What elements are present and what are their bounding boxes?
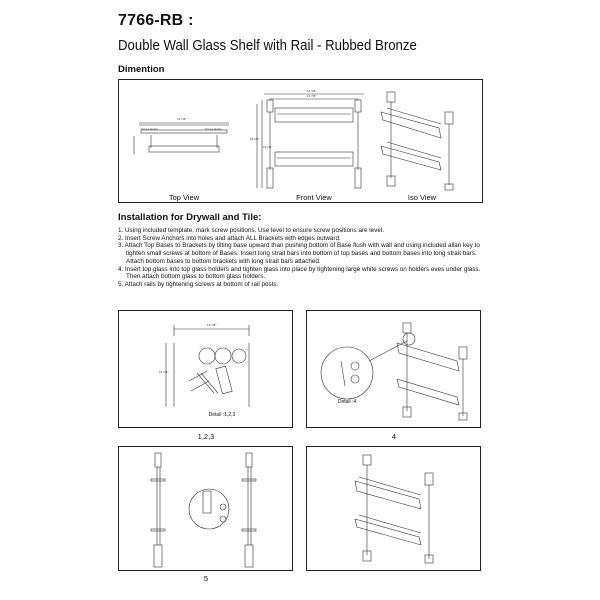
panel-label-4: 4 bbox=[391, 432, 397, 441]
installation-step: 5. Attach rails by tightening screws at bottom of rail posts. bbox=[118, 280, 279, 288]
product-title: Double Wall Glass Shelf with Rail - Rubbed Bronze bbox=[118, 37, 417, 54]
svg-text:Screw Holes: Screw Holes bbox=[141, 127, 158, 131]
installation-step: 4. Insert top glass into top glass holders and tighten glass into place by tightening large white screws on holders eves under glass. Then attach bottom glass to bottom glass holders. bbox=[118, 265, 481, 281]
iso-view-caption: Iso View bbox=[407, 193, 437, 202]
panel-step-4 bbox=[306, 310, 481, 428]
front-view-caption: Front View bbox=[296, 193, 332, 202]
installation-step: 2. Insert Screw Anchors into holes and attach ALL Brackets with edges outward. bbox=[118, 234, 341, 242]
installation-step: 3. Attach Top Bases to Brackets by tilting base upward than pushing bottom of Base flush with wall and using included allan key to tighten small screws at bottom of Bases. Insert long strait bars into bottom of top bases and bottom bases into long strait bars. Attach bottom bases to bottom brackets with long strait bars attached. bbox=[118, 242, 480, 265]
step5-drawing bbox=[119, 447, 294, 572]
svg-text:13 7/8": 13 7/8" bbox=[207, 323, 217, 327]
installation-step: 1. Using included template, mark screw positions. Use level to ensure screw positions are level. bbox=[118, 227, 384, 234]
svg-text:15 1/8": 15 1/8" bbox=[159, 370, 169, 374]
panel-label-123: 1,2,3 bbox=[197, 432, 215, 441]
svg-text:13 7/8": 13 7/8" bbox=[307, 94, 317, 98]
detail-caption-b: Detail :4 bbox=[337, 399, 357, 405]
svg-text:Screw Holes: Screw Holes bbox=[205, 127, 222, 131]
svg-text:14 3/4": 14 3/4" bbox=[307, 89, 317, 93]
assembled-drawing bbox=[307, 447, 482, 572]
dimension-drawing-box bbox=[118, 79, 483, 203]
dimension-heading: Dimention bbox=[118, 64, 165, 75]
svg-text:13 7/8": 13 7/8" bbox=[177, 117, 187, 121]
installation-steps bbox=[118, 227, 490, 289]
detail-caption-a: Detail :1,2,3 bbox=[208, 412, 236, 418]
model-number: 7766-RB : bbox=[118, 12, 194, 29]
panel-assembled bbox=[306, 446, 481, 571]
panel-label-5: 5 bbox=[203, 574, 209, 583]
panel-step-5 bbox=[118, 446, 293, 571]
svg-text:15 1/8": 15 1/8" bbox=[250, 137, 260, 141]
panel-template bbox=[118, 310, 293, 428]
installation-heading: Installation for Drywall and Tile: bbox=[118, 212, 262, 223]
iso-view-drawing bbox=[119, 80, 484, 204]
step4-drawing bbox=[307, 311, 482, 429]
top-view-caption: Top View bbox=[168, 193, 200, 202]
svg-text:19 1/2": 19 1/2" bbox=[263, 145, 273, 149]
